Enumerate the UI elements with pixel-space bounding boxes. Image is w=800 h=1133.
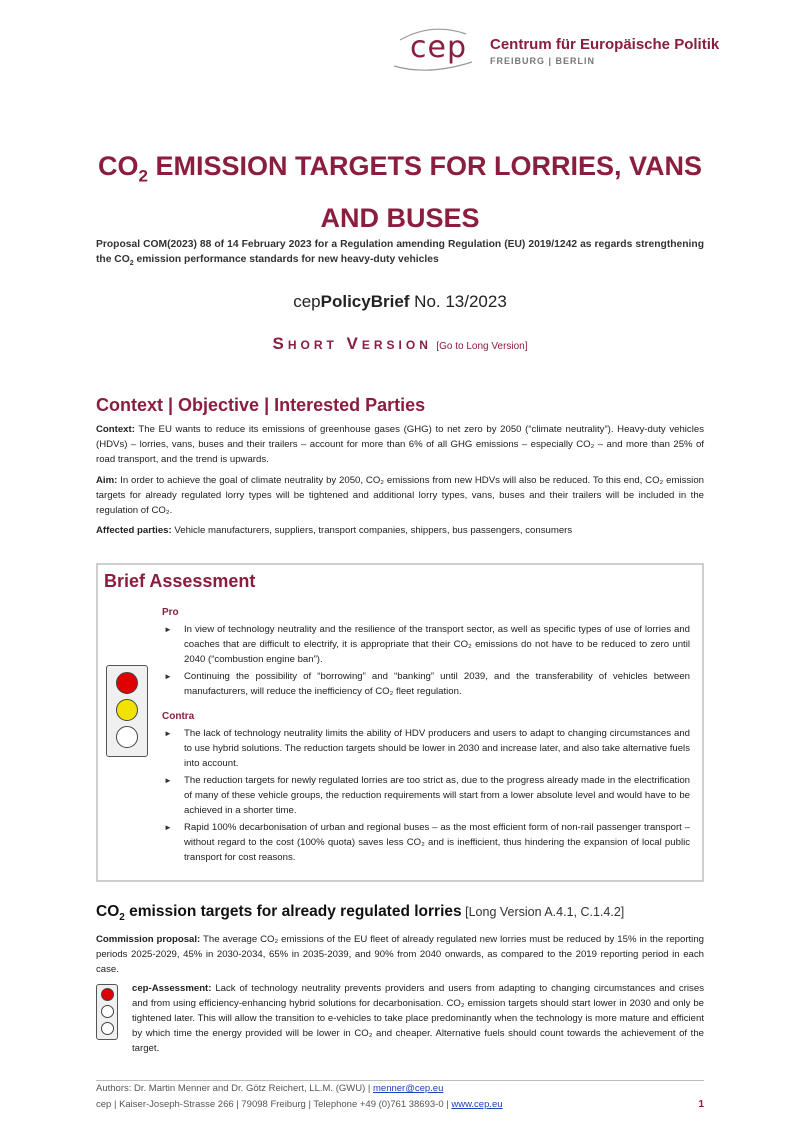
brief-assessment-heading: Brief Assessment — [104, 571, 256, 591]
website-link[interactable]: www.cep.eu — [451, 1099, 503, 1110]
footer-address: cep | Kaiser-Joseph-Strasse 266 | 79098 Freiburg | Telephone +49 (0)761 38693-0 | www.cep.eu — [96, 1099, 503, 1110]
small-traffic-light-icon — [96, 984, 118, 1040]
page-title: $CO_2$ EMISSION TARGETS FOR LORRIES, VANS AND BUSES — [97, 151, 702, 234]
proposal-reference: Proposal COM(2023) 88 of 14 February 2023 for a Regulation amending Regulation (EU) 2019/1242 as regards strengthening the $CO_2$ emission performance standards for new heavy-duty vehicles — [96, 239, 704, 268]
affected-parties-paragraph: Affected parties: Vehicle manufacturers, suppliers, transport companies, shippers, bus passengers, consumers — [96, 525, 573, 536]
logo-wordmark: cep — [410, 30, 467, 65]
traffic-light-white — [101, 1005, 114, 1018]
traffic-light-yellow — [116, 699, 138, 721]
list-item: ► The lack of technology neutrality limits the ability of HDV producers and users to adapt to changing circumstances and to use hybrid solutions. The reduction targets should be lower in 2030 and increase later, and also take alternative fuels into account. — [164, 728, 690, 769]
traffic-light-white — [101, 1022, 114, 1035]
policy-brief-number: cepPolicyBrief No. 13/2023 — [293, 292, 507, 311]
traffic-light-icon — [106, 665, 148, 757]
pro-label: Pro — [162, 607, 179, 618]
cep-logo — [392, 26, 720, 74]
aim-paragraph: Aim: In order to achieve the goal of climate neutrality by 2050, CO₂ emissions from new HDVs will also be reduced. To this end, CO₂ emission targets for already regulated lorry types will be tightened and additional lorry types, vans, buses and their trailers will be included in the regulation of CO₂. — [96, 475, 704, 516]
long-version-link[interactable]: [Go to Long Version] — [436, 341, 528, 352]
traffic-light-white — [116, 726, 138, 748]
short-version-label: Short Version [Go to Long Version] — [272, 334, 528, 353]
lorries-heading: $CO_2$ emission targets for already regulated lorries [Long Version A.4.1, C.1.4.2] — [96, 903, 625, 924]
list-item: ► The reduction targets for newly regulated lorries are too strict as, due to the progress already made in the electrification of many of these vehicle groups, the reduction requirements will start from a lower absolute level and would have to be achieved in a shorter time. — [164, 775, 690, 816]
org-cities: FREIBURG | BERLIN — [490, 56, 596, 66]
org-name: Centrum für Europäische Politik — [490, 36, 720, 53]
cep-assessment-paragraph: cep-Assessment: Lack of technology neutrality prevents providers and users from adapting to changing circumstances and crises and from using efficiency-enhancing hybrid solutions for decarbonisation. CO₂ emission targets should start lower in 2030 and only be tightened later. This will allow the transition to e-vehicles to take place predominantly when the technology is more mature and efficient by which time the energy provided will be lower in CO₂ and cheaper. Alternative fuels should count towards the achievement of the target. — [132, 983, 704, 1054]
list-item: ► In view of technology neutrality and the resilience of the transport sector, as well as specific types of use of lorries and coaches that are difficult to electrify, it is appropriate that their CO₂ emissions do not have to be reduced to zero until 2040 (“combustion engine ban”). — [164, 624, 690, 665]
context-heading: Context | Objective | Interested Parties — [96, 395, 426, 415]
contra-list — [162, 726, 690, 867]
footer-authors: Authors: Dr. Martin Menner and Dr. Götz Reichert, LL.M. (GWU) | menner@cep.eu — [96, 1083, 444, 1094]
contra-label: Contra — [162, 711, 195, 722]
brief-assessment-box — [96, 563, 704, 882]
pro-list — [162, 622, 690, 701]
list-item: ► Continuing the possibility of “borrowing” and “banking” until 2039, and the transferability of vehicles between manufacturers, will reduce the inefficiency of CO₂ fleet regulation. — [164, 671, 690, 697]
commission-proposal-paragraph: Commission proposal: The average CO₂ emissions of the EU fleet of already regulated new lorries must be reduced by 15% in the reporting periods 2025-2029, 45% in 2030-2034, 65% in 2035-2039, and 90% from 2040 onwards, as compared to the 2019 reporting period in each case. — [96, 934, 704, 975]
traffic-light-red — [101, 988, 114, 1001]
list-item: ► Rapid 100% decarbonisation of urban and regional buses – as the most efficient form of non-rail passenger transport – without regard to the cost (100% quota) saves less CO₂ and is inefficient, thus hindering the expansion of local public transport for cost reasons. — [164, 822, 690, 863]
page-number: 1 — [698, 1099, 704, 1110]
context-paragraph: Context: The EU wants to reduce its emissions of greenhouse gases (GHG) to net zero by 2050 (“climate neutrality”). Heavy-duty vehicles (HDVs) – lorries, vans, buses and their trailers – account for more than 6% of all GHG emissions – especially CO₂ – and more than 25% of road transport, and the trend is upwards. — [96, 424, 704, 465]
traffic-light-red — [116, 672, 138, 694]
author-email-link[interactable]: menner@cep.eu — [373, 1083, 444, 1094]
footer-divider — [96, 1080, 704, 1081]
